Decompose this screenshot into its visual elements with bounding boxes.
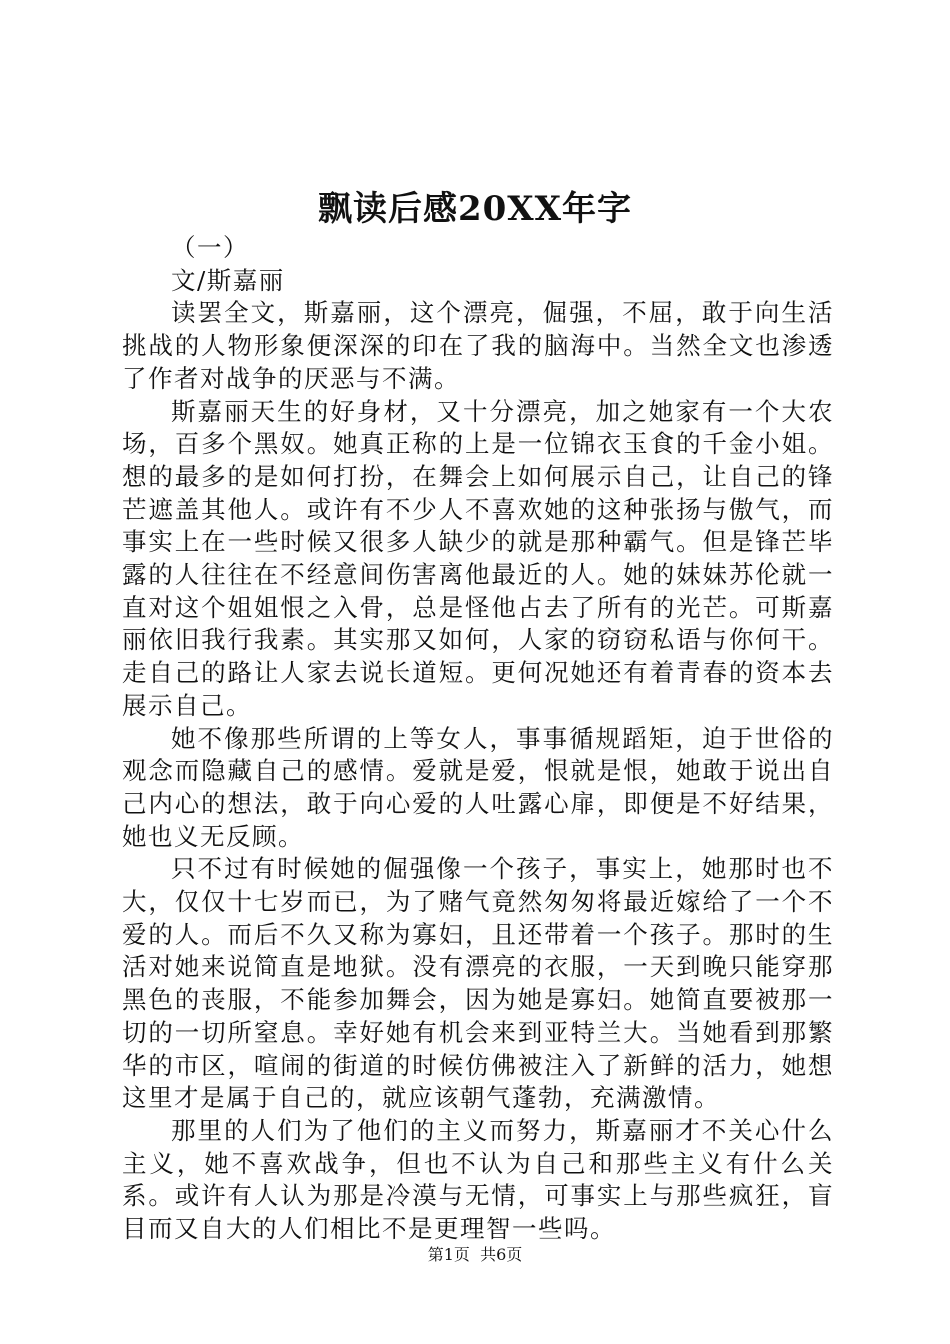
page-number-total: 共6页: [480, 1245, 523, 1264]
byline: 文/斯嘉丽: [171, 265, 285, 295]
footer-separator: [470, 1245, 480, 1264]
page-footer: [0, 1243, 950, 1267]
page-number-current: 第1页: [427, 1245, 470, 1264]
paragraph-5: 那里的人们为了他们的主义而努力，斯嘉丽才不关心什么主义，她不喜欢战争，但也不认为自己和那些主义有什么关系。或许有人认为那是冷漠与无情，可事实上与那些疯狂，盲目而又自大的人们相比不是更理智一些吗。: [122, 1115, 834, 1244]
paragraph-1: 读罢全文，斯嘉丽，这个漂亮，倔强，不屈，敢于向生活挑战的人物形象便深深的印在了我的脑海中。当然全文也渗透了作者对战争的厌恶与不满。: [122, 298, 834, 393]
paragraph-4: 只不过有时候她的倔强像一个孩子，事实上，她那时也不大，仅仅十七岁而已，为了赌气竟然匆匆将最近嫁给了一个不爱的人。而后不久又称为寡妇，且还带着一个孩子。那时的生活对她来说简直是地狱。没有漂亮的衣服，一天到晚只能穿那黑色的丧服，不能参加舞会，因为她是寡妇。她简直要被那一切的一切所窒息。幸好她有机会来到亚特兰大。当她看到那繁华的市区，喧闹的街道的时候仿佛被注入了新鲜的活力，她想这里才是属于自己的，就应该朝气蓬勃，充满激情。: [122, 854, 834, 1113]
paragraph-2: 斯嘉丽天生的好身材，又十分漂亮，加之她家有一个大农场，百多个黑奴。她真正称的上是一位锦衣玉食的千金小姐。想的最多的是如何打扮，在舞会上如何展示自己，让自己的锋芒遮盖其他人。或许有不少人不喜欢她的这种张扬与傲气，而事实上在一些时候又很多人缺少的就是那种霸气。但是锋芒毕露的人往往在不经意间伤害离他最近的人。她的妹妹苏伦就一直对这个姐姐恨之入骨，总是怪他占去了所有的光芒。可斯嘉丽依旧我行我素。其实那又如何，人家的窃窃私语与你何干。走自己的路让人家去说长道短。更何况她还有着青春的资本去展示自己。: [122, 396, 834, 720]
section-marker: （一）: [171, 233, 249, 262]
document-title: 飘读后感20XX年字: [317, 189, 633, 229]
paragraph-3: 她不像那些所谓的上等女人，事事循规蹈矩，迫于世俗的观念而隐藏自己的感情。爱就是爱，恨就是恨，她敢于说出自己内心的想法，敢于向心爱的人吐露心扉，即便是不好结果，她也义无反顾。: [122, 723, 834, 851]
document-body: [122, 232, 834, 1246]
